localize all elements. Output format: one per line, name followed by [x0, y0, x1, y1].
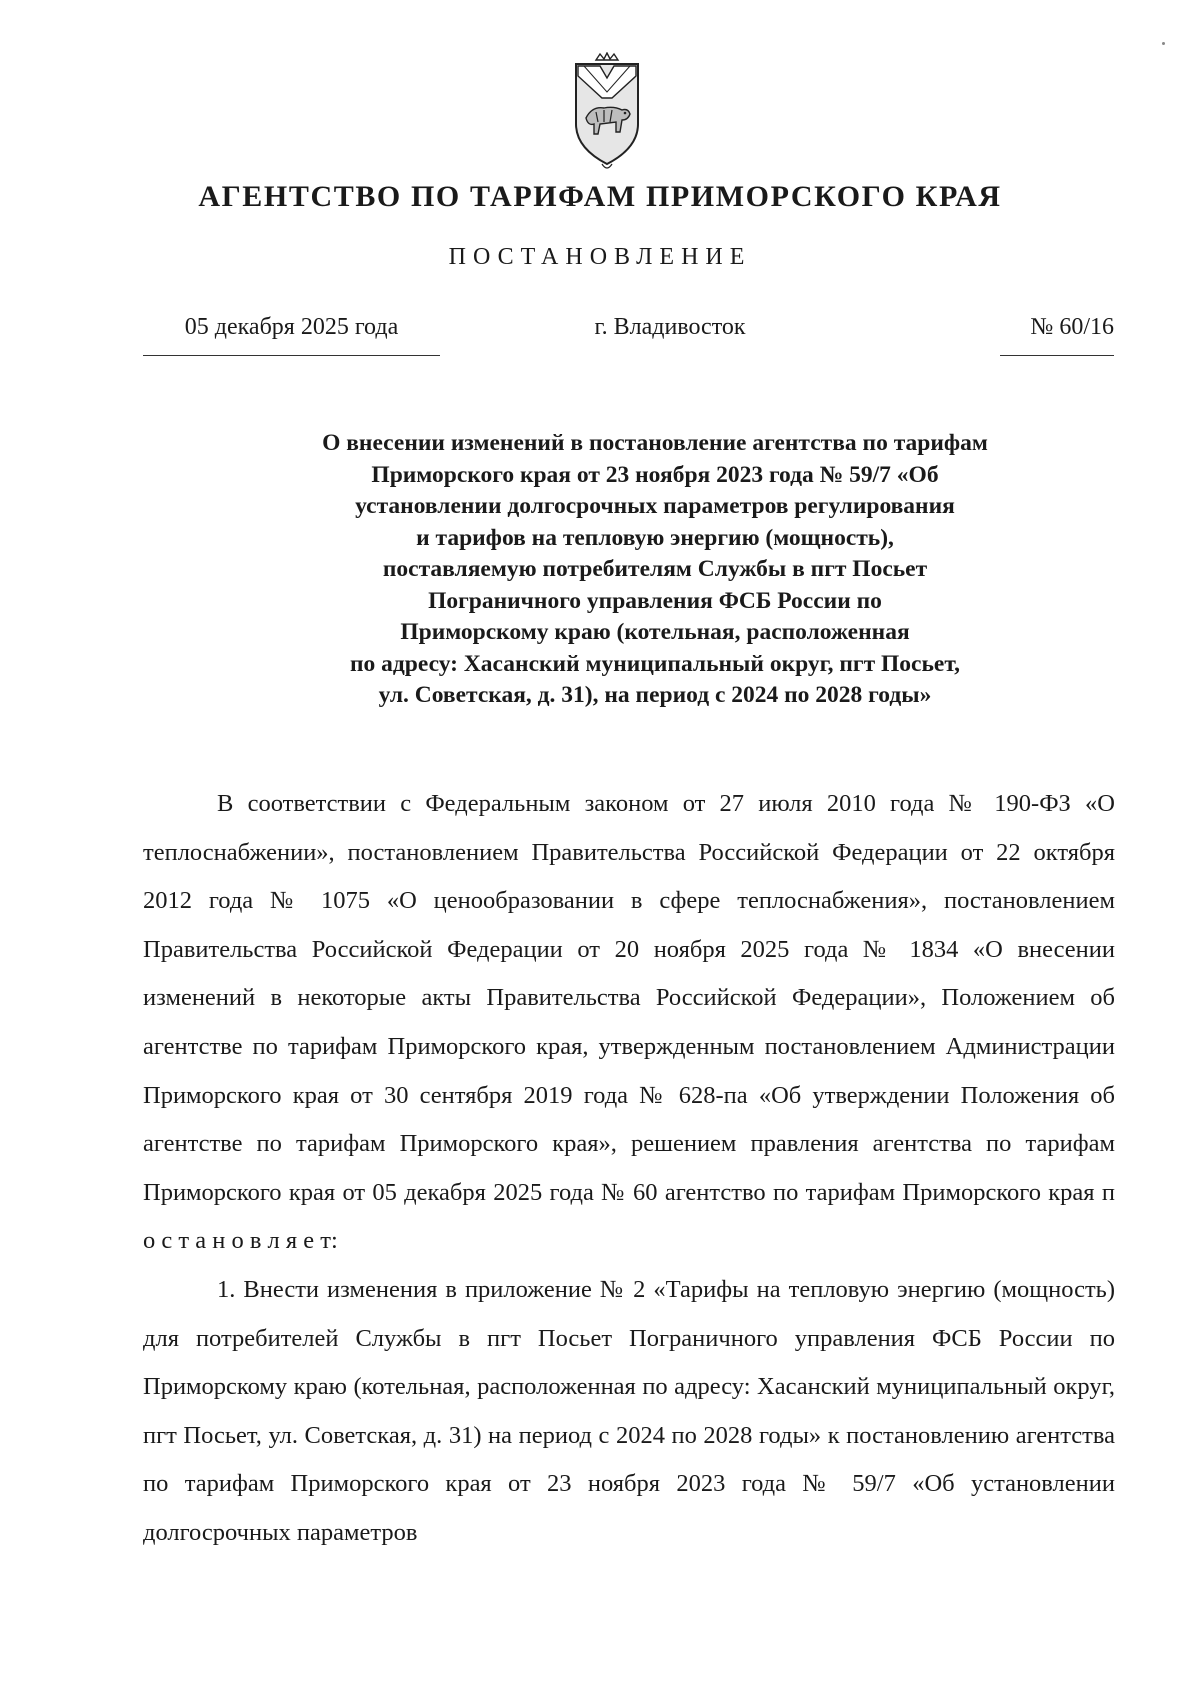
coat-of-arms-icon: [570, 52, 644, 172]
document-number: № 60/16: [1000, 314, 1114, 356]
preamble-text: В соответствии с Федеральным законом от 27 июля 2010 года № 190-ФЗ «О теплоснабжении», постановлением Правительства Российской Федерации от 22 октября 2012 года № 1075 «О ценообразовании в сфере теплоснабжения», постановлением Правительства Российской Федерации от 20 ноября 2025 года № 1834 «О внесении изменений в некоторые акты Правительства Российской Федерации», Положением об агентстве по тарифам Приморского края, утвержденным постановлением Администрации Приморского края от 30 сентября 2019 года № 628-па «Об утверждении Положения об агентстве по тарифам Приморского края», решением правления агентства по тарифам Приморского края от 05 декабря 2025 года № 60 агентство по тарифам Приморского края: [143, 790, 1115, 1206]
preamble-paragraph: [143, 780, 1115, 1266]
document-date: 05 декабря 2025 года: [143, 314, 440, 356]
subject-line: О внесении изменений в постановление агентства по тарифам: [322, 430, 988, 456]
agency-title: АГЕНТСТВО ПО ТАРИФАМ ПРИМОРСКОГО КРАЯ: [198, 180, 1002, 213]
item-1-paragraph: 1. Внести изменения в приложение № 2 «Тарифы на тепловую энергию (мощность) для потребителей Службы в пгт Посьет Пограничного управления ФСБ России по Приморскому краю (котельная, расположенная по адресу: Хасанский муниципальный округ, пгт Посьет, ул. Советская, д. 31) на период с 2024 по 2028 годы» к постановлению агентства по тарифам Приморского края от 23 ноября 2023 года № 59/7 «Об установлении долгосрочных параметров: [143, 1275, 1115, 1546]
subject-line: ул. Советская, д. 31), на период с 2024 по 2028 годы»: [378, 682, 932, 708]
document-body: [143, 780, 1115, 1558]
document-type: ПОСТАНОВЛЕНИЕ: [448, 244, 752, 270]
subject-line: Пограничного управления ФСБ России по: [428, 587, 882, 614]
document-city: г. Владивосток: [594, 314, 746, 340]
resolves-word: п о с т а н о в л я е т:: [143, 1178, 1115, 1255]
subject-line: Приморскому краю (котельная, расположенная: [400, 619, 910, 645]
subject-line: поставляемую потребителям Службы в пгт Посьет: [382, 556, 928, 582]
scan-speck: [1162, 42, 1165, 45]
subject-line: Приморского края от 23 ноября 2023 года № 59/7 «Об: [371, 461, 939, 488]
subject-line: и тарифов на тепловую энергию (мощность),: [416, 524, 894, 551]
subject-line: установлении долгосрочных параметров регулирования: [355, 493, 955, 519]
subject-line: по адресу: Хасанский муниципальный округ, пгт Посьет,: [349, 650, 960, 677]
document-subject: [240, 428, 1070, 712]
